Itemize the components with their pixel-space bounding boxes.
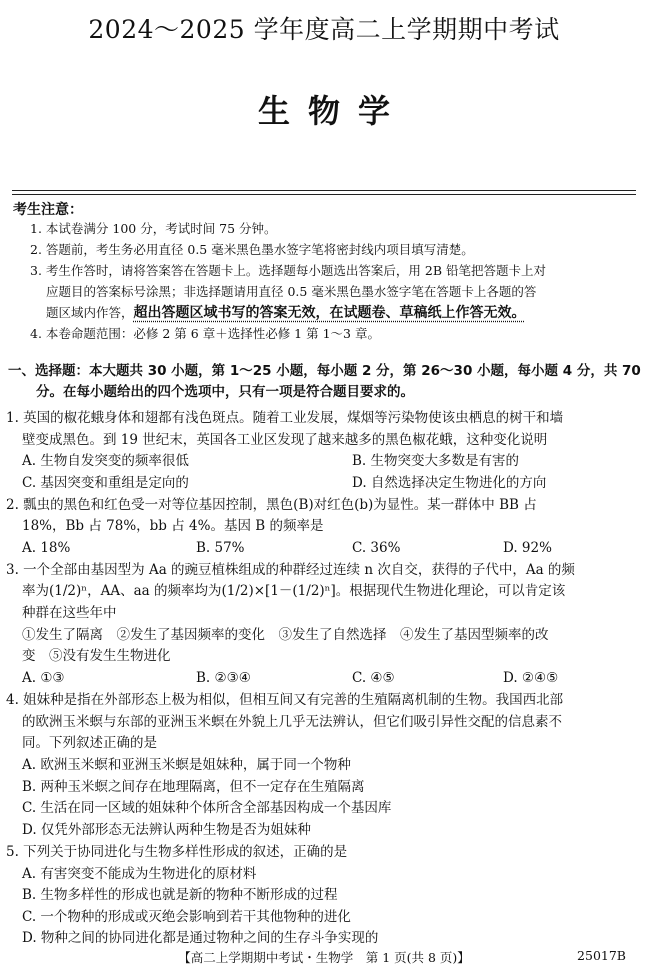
section-heading-line-2: 分。在每小题给出的四个选项中，只有一项是符合题目要求的。 (36, 384, 414, 400)
question-1-stem-line-1: 1. 英国的椒花蛾身体和翅都有浅色斑点。随着工业发展，煤烟等污染物使该虫栖息的树干和墙 (6, 410, 564, 426)
question-4-option-c: C. 生活在同一区域的姐妹种个体所含全部基因构成一个基因库 (22, 800, 392, 816)
question-2-option-a: A. 18% (22, 540, 71, 556)
question-5-option-b: B. 生物多样性的形成也就是新的物种不断形成的过程 (22, 887, 338, 903)
question-1-option-a: A. 生物自发突变的频率很低 (22, 453, 189, 469)
question-1-option-c: C. 基因突变和重组是定向的 (22, 475, 189, 491)
question-3-statements-line-2: 变 ⑤没有发生生物进化 (22, 648, 171, 664)
question-4-stem-line-3: 同。下列叙述正确的是 (22, 735, 157, 751)
question-3-stem-line-1: 3. 一个全部由基因型为 Aa 的豌豆植株组成的种群经过连续 n 次自交，获得的子代中，Aa 的频 (6, 562, 575, 578)
note-3-line-2: 应题目的答案标号涂黑；非选择题请用直径 0.5 毫米黑色墨水签字笔在答题卡上各题的答 (46, 284, 537, 299)
question-4-stem-line-1: 4. 姐妹种是指在外部形态上极为相似，但相互间又有完善的生殖隔离机制的生物。我国西北部 (6, 692, 564, 708)
paper-code: 25017B (577, 948, 626, 963)
question-2-option-d: D. 92% (503, 540, 552, 556)
divider-line (12, 194, 636, 195)
subject-title: 生物学 (257, 92, 408, 130)
question-3-option-d: D. ②④⑤ (503, 670, 559, 686)
question-2-stem-line-2: 18%，Bb 占 78%，bb 占 4%。基因 B 的频率是 (22, 518, 324, 534)
note-4: 4. 本卷命题范围：必修 2 第 6 章＋选择性必修 1 第 1～3 章。 (30, 326, 380, 341)
question-4-stem-line-2: 的欧洲玉米螟与东部的亚洲玉米螟在外貌上几乎无法辨认，但它们吸引异性交配的信息素不 (22, 714, 562, 730)
question-4-option-b: B. 两种玉米螟之间存在地理隔离，但不一定存在生殖隔离 (22, 779, 365, 795)
section-heading-line-1: 一、选择题：本大题共 30 小题，第 1～25 小题，每小题 2 分，第 26～30 小题，每小题 4 分，共 70 (8, 363, 641, 379)
question-3-option-a: A. ①③ (22, 670, 65, 686)
note-2: 2. 答题前，考生务必用直径 0.5 毫米黑色墨水签字笔将密封线内项目填写清楚。 (30, 242, 474, 257)
question-5-option-c: C. 一个物种的形成或灭绝会影响到若干其他物种的进化 (22, 909, 351, 925)
question-1-option-d: D. 自然选择决定生物进化的方向 (352, 475, 547, 491)
question-2-stem-line-1: 2. 瓢虫的黑色和红色受一对等位基因控制，黑色(B)对红色(b)为显性。某一群体中 BB 占 (6, 497, 537, 513)
note-3-line-1: 3. 考生作答时，请将答案答在答题卡上。选择题每小题选出答案后，用 2B 铅笔把答题卡上对 (30, 263, 546, 278)
question-2-option-c: C. 36% (352, 540, 401, 556)
note-3-plain-text: 题区域内作答， (46, 305, 134, 320)
question-1-option-b: B. 生物突变大多数是有害的 (352, 453, 520, 469)
question-3-stem-line-2: 率为(1/2)ⁿ，AA、aa 的频率均为(1/2)×[1－(1/2)ⁿ]。根据现代生物进化理论，可以肯定该 (22, 583, 566, 599)
question-4-option-d: D. 仅凭外部形态无法辨认两种生物是否为姐妹种 (22, 822, 311, 838)
question-1-stem-line-2: 壁变成黑色。到 19 世纪末，英国各工业区发现了越来越多的黑色椒花蛾，这种变化说明 (22, 432, 548, 448)
question-3-option-c: C. ④⑤ (352, 670, 395, 686)
question-5-option-a: A. 有害突变不能成为生物进化的原材料 (22, 866, 257, 882)
divider-line (12, 190, 636, 191)
question-5-stem: 5. 下列关于协同进化与生物多样性形成的叙述，正确的是 (6, 844, 348, 860)
exam-title: 2024～2025 学年度高二上学期期中考试 (88, 15, 560, 44)
question-3-stem-line-3: 种群在这些年中 (22, 605, 117, 621)
question-3-statements-line-1: ①发生了隔离 ②发生了基因频率的变化 ③发生了自然选择 ④发生了基因型频率的改 (22, 627, 549, 643)
note-3-emphasis: 超出答题区域书写的答案无效，在试题卷、草稿纸上作答无效。 (133, 305, 526, 321)
question-3-option-b: B. ②③④ (196, 670, 251, 686)
question-2-option-b: B. 57% (196, 540, 245, 556)
question-4-option-a: A. 欧洲玉米螟和亚洲玉米螟是姐妹种，属于同一个物种 (22, 757, 351, 773)
question-5-option-d: D. 物种之间的协同进化都是通过物种之间的生存斗争实现的 (22, 930, 379, 946)
note-1: 1. 本试卷满分 100 分，考试时间 75 分钟。 (30, 221, 277, 236)
note-3-line-3 (46, 302, 636, 324)
notes-title: 考生注意： (13, 202, 83, 218)
page-footer: 【高二上学期期中考试・生物学 第 1 页(共 8 页)】 (178, 950, 470, 965)
